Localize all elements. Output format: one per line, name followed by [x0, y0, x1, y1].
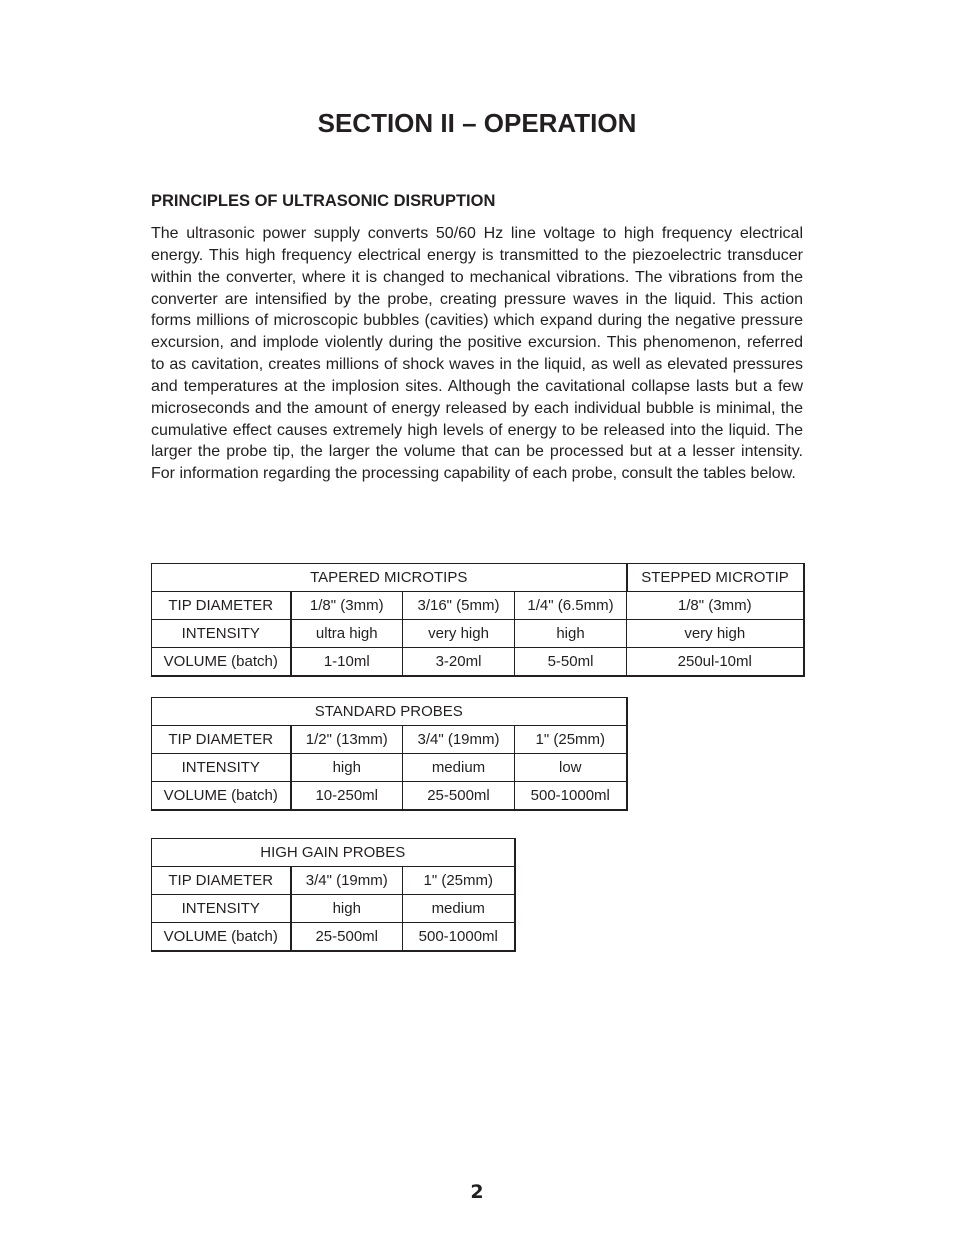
page-number: 2 [470, 1181, 484, 1203]
table-cell: 25-500ml [291, 923, 403, 952]
table-cell: ultra high [291, 620, 403, 648]
table-cell: 3-20ml [403, 648, 515, 677]
section-title: SECTION II – OPERATION [317, 108, 637, 138]
body-paragraph: The ultrasonic power supply converts 50/60 Hz line voltage to high frequency electrical energy. This high frequency electrical energy is transmitted to the piezoelectric transducer within the converter, where it is changed to mechanical vibrations. The vibrations from the converter are intensified by the probe, creating pressure waves in the liquid. This action forms millions of microscopic bubbles (cavities) which expand during the negative pressure excursion, and implode violently during the positive excursion. This phenomenon, referred to as cavitation, creates millions of shock waves in the liquid, as well as elevated pressures and temperatures at the implosion sites. Although the cavitational collapse lasts but a few microseconds and the amount of energy released by each individual bubble is minimal, the cumulative effect causes extremely high levels of energy to be released into the liquid. The larger the probe tip, the larger the volume that can be processed but at a lesser intensity. For information regarding the processing capability of each probe, consult the tables below. [151, 225, 803, 483]
table-header-row [152, 564, 804, 592]
table-cell: 1" (25mm) [515, 726, 627, 754]
header-stepped-microtip: STEPPED MICROTIP [627, 564, 804, 592]
table-row [152, 867, 515, 895]
table-cell: 25-500ml [403, 782, 515, 811]
table-cell: high [515, 620, 627, 648]
row-label-intensity: INTENSITY [152, 620, 291, 648]
table-header-row [152, 698, 627, 726]
row-label-volume: VOLUME (batch) [152, 923, 291, 952]
table-cell: high [291, 754, 403, 782]
table-row [152, 782, 627, 811]
table-cell: 3/4" (19mm) [403, 726, 515, 754]
row-label-intensity: INTENSITY [152, 895, 291, 923]
table-cell: 5-50ml [515, 648, 627, 677]
table-row [152, 620, 804, 648]
row-label-volume: VOLUME (batch) [152, 782, 291, 811]
table-cell: 500-1000ml [403, 923, 515, 952]
header-high-gain-probes: HIGH GAIN PROBES [152, 839, 515, 867]
table-cell: very high [403, 620, 515, 648]
table-cell: 3/4" (19mm) [291, 867, 403, 895]
subheading: PRINCIPLES OF ULTRASONIC DISRUPTION [151, 192, 496, 210]
table-row [152, 648, 804, 677]
table-cell: high [291, 895, 403, 923]
row-label-intensity: INTENSITY [152, 754, 291, 782]
table-cell: 500-1000ml [515, 782, 627, 811]
row-label-tip-diameter: TIP DIAMETER [152, 592, 291, 620]
header-tapered-microtips: TAPERED MICROTIPS [152, 564, 627, 592]
table-cell: medium [403, 754, 515, 782]
row-label-volume: VOLUME (batch) [152, 648, 291, 677]
table-row [152, 923, 515, 952]
table-cell: 1-10ml [291, 648, 403, 677]
header-standard-probes: STANDARD PROBES [152, 698, 627, 726]
standard-probes-table [151, 697, 628, 811]
table-cell: 3/16" (5mm) [403, 592, 515, 620]
tapered-microtips-table [151, 563, 805, 677]
table-cell: 10-250ml [291, 782, 403, 811]
table-row [152, 754, 627, 782]
high-gain-probes-table [151, 838, 516, 952]
table-cell: very high [627, 620, 804, 648]
table-cell: 1" (25mm) [403, 867, 515, 895]
table-row [152, 726, 627, 754]
table-cell: 1/4" (6.5mm) [515, 592, 627, 620]
table-cell: 1/8" (3mm) [291, 592, 403, 620]
table-cell: medium [403, 895, 515, 923]
table-cell: 250ul-10ml [627, 648, 804, 677]
table-cell: 1/2" (13mm) [291, 726, 403, 754]
table-cell: 1/8" (3mm) [627, 592, 804, 620]
table-row [152, 592, 804, 620]
table-row [152, 895, 515, 923]
table-header-row [152, 839, 515, 867]
table-cell: low [515, 754, 627, 782]
row-label-tip-diameter: TIP DIAMETER [152, 726, 291, 754]
row-label-tip-diameter: TIP DIAMETER [152, 867, 291, 895]
